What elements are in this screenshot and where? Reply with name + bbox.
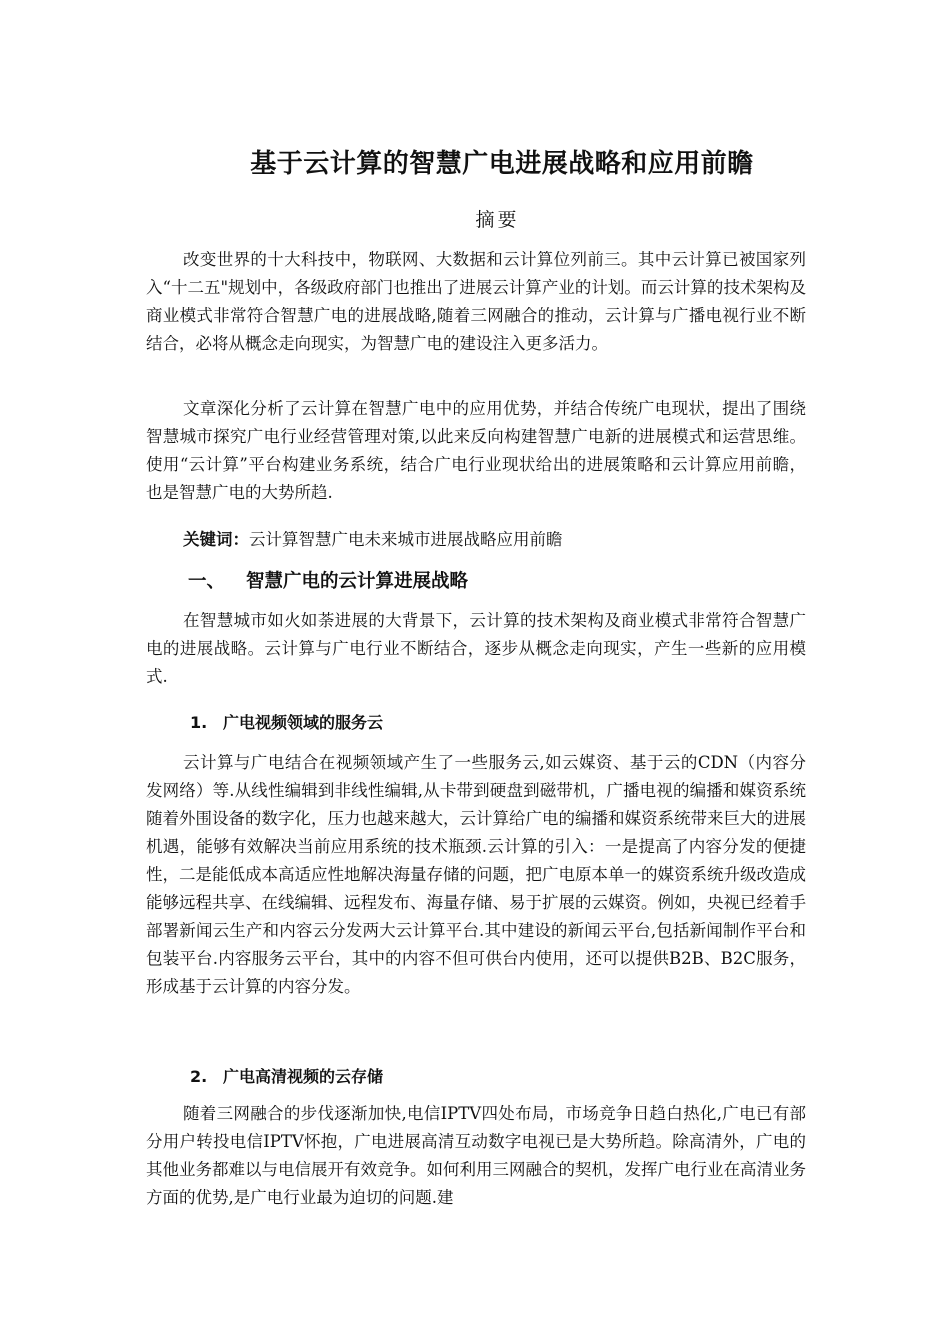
subsection-heading-2 — [190, 1064, 383, 1087]
section-number: 一、 — [188, 571, 226, 592]
subsection-number: 1. — [190, 713, 208, 732]
keywords-label: 关键词： — [183, 530, 249, 549]
subsection-title: 广电高清视频的云存储 — [223, 1067, 384, 1086]
subsection-title: 广电视频领域的服务云 — [223, 713, 384, 732]
abstract-paragraph-1: 改变世界的十大科技中，物联网、大数据和云计算位列前三。其中云计算已被国家列入“十二五"规划中，各级政府部门也推出了进展云计算产业的计划。而云计算的技术架构及商业模式非常符合智慧广电的进展战略,随着三网融合的推动，云计算与广播电视行业不断结合，必将从概念走向现实，为智慧广电的建设注入更多活力。 — [146, 250, 806, 353]
abstract-paragraph-2: 文章深化分析了云计算在智慧广电中的应用优势，并结合传统广电现状，提出了围绕智慧城市探究广电行业经营管理对策,以此来反向构建智慧广电新的进展模式和运营思维。使用“云计算”平台构建业务系统，结合广电行业现状给出的进展策略和云计算应用前瞻，也是智慧广电的大势所趋. — [146, 399, 806, 502]
section-heading-1 — [188, 567, 468, 593]
subsection-2-paragraph: 随着三网融合的步伐逐渐加快,电信IPTV四处布局，市场竞争日趋白热化,广电已有部分用户转投电信IPTV怀抱，广电进展高清互动数字电视已是大势所趋。除高清外，广电的其他业务都难以与电信展开有效竞争。如何利用三网融合的契机，发挥广电行业在高清业务方面的优势,是广电行业最为迫切的问题.建 — [146, 1104, 806, 1207]
section-title: 智慧广电的云计算进展战略 — [246, 571, 469, 592]
subsection-number: 2. — [190, 1067, 208, 1086]
document-title: 基于云计算的智慧广电进展战略和应用前瞻 — [250, 149, 754, 179]
subsection-1-paragraph: 云计算与广电结合在视频领域产生了一些服务云,如云媒资、基于云的CDN（内容分发网络）等.从线性编辑到非线性编辑,从卡带到硬盘到磁带机，广播电视的编播和媒资系统随着外围设备的数字化，压力也越来越大，云计算给广电的编播和媒资系统带来巨大的进展机遇，能够有效解决当前应用系统的技术瓶颈.云计算的引入：一是提高了内容分发的便捷性，二是能低成本高适应性地解决海量存储的问题，把广电原本单一的媒资系统升级改造成能够远程共享、在线编辑、远程发布、海量存储、易于扩展的云媒资。例如，央视已经着手部署新闻云生产和内容云分发两大云计算平台.其中建设的新闻云平台,包括新闻制作平台和包装平台.内容服务云平台，其中的内容不但可供台内使用，还可以提供B2B、B2C服务，形成基于云计算的内容分发。 — [146, 753, 806, 996]
abstract-heading: 摘要 — [475, 209, 520, 231]
section-1-intro: 在智慧城市如火如荼进展的大背景下，云计算的技术架构及商业模式非常符合智慧广电的进展战略。云计算与广电行业不断结合，逐步从概念走向现实，产生一些新的应用模式. — [146, 611, 806, 686]
subsection-heading-1 — [190, 710, 383, 733]
keywords-line — [183, 526, 563, 554]
keywords-text: 云计算智慧广电未来城市进展战略应用前瞻 — [249, 530, 563, 549]
